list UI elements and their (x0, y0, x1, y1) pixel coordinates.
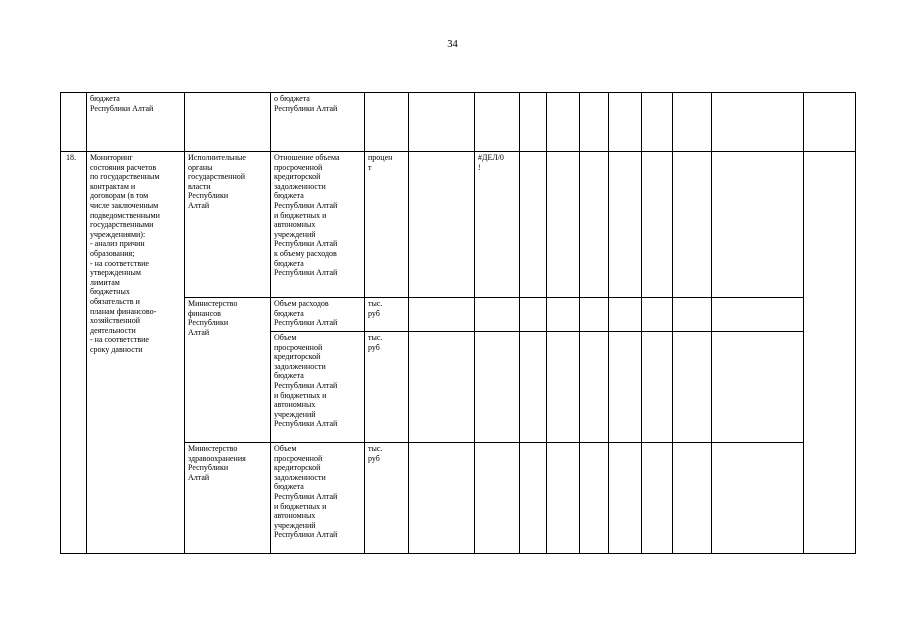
cell-number (61, 93, 87, 152)
document-table-wrapper (60, 92, 856, 554)
item-executor: Министерство здравоохранения Республики Алтай (185, 443, 271, 554)
cell-value (712, 443, 804, 554)
cell-value-formula: #ДЕЛ/0 ! (475, 152, 520, 298)
cell-value (409, 298, 475, 332)
cell-value (580, 443, 609, 554)
cell-value (609, 298, 642, 332)
cell-value (673, 152, 712, 298)
cell-description: бюджета Республики Алтай (87, 93, 185, 152)
item-unit: тыс. руб (365, 298, 409, 332)
cell-value (520, 93, 547, 152)
item-description: Мониторинг состояния расчетов по государственным контрактам и договорам (в том числе заключенным подведомственными государственными учреждениями): - анализ причин образования; - на соответствие утвержденным лимитам бюджетных обязательств и планам финансово- хозяйственной деятельности - на соответствие сроку давности (87, 152, 185, 554)
cell-value (409, 332, 475, 443)
cell-value (520, 152, 547, 298)
cell-value (609, 443, 642, 554)
cell-value (547, 443, 580, 554)
cell-value (547, 298, 580, 332)
cell-value (409, 152, 475, 298)
item-indicator: Отношение объема просроченной кредиторской задолженности бюджета Республики Алтай и бюджетных и автономных учреждений Республики Алтай к объему расходов бюджета Республики Алтай (271, 152, 365, 298)
cell-value (580, 152, 609, 298)
cell-value (712, 152, 804, 298)
cell-value (520, 443, 547, 554)
cell-value (409, 93, 475, 152)
cell-value (547, 332, 580, 443)
cell-value (475, 298, 520, 332)
item-unit: тыс. руб (365, 443, 409, 554)
cell-value (712, 298, 804, 332)
table-row (61, 152, 856, 298)
cell-value (673, 298, 712, 332)
cell-value (804, 93, 856, 152)
cell-notes (804, 152, 856, 554)
item-indicator: Объем расходов бюджета Республики Алтай (271, 298, 365, 332)
cell-value (475, 332, 520, 443)
measures-table (60, 92, 856, 554)
cell-value (609, 93, 642, 152)
cell-value (673, 93, 712, 152)
cell-value (520, 298, 547, 332)
item-executor: Исполнительные органы государственной власти Республики Алтай (185, 152, 271, 298)
cell-indicator: о бюджета Республики Алтай (271, 93, 365, 152)
cell-value (642, 298, 673, 332)
cell-value (642, 332, 673, 443)
cell-value (547, 93, 580, 152)
item-unit: процен т (365, 152, 409, 298)
cell-value (580, 298, 609, 332)
cell-value (673, 332, 712, 443)
item-indicator: Объем просроченной кредиторской задолженности бюджета Республики Алтай и бюджетных и автономных учреждений Республики Алтай (271, 332, 365, 443)
cell-value (712, 93, 804, 152)
cell-value (609, 332, 642, 443)
cell-value (642, 93, 673, 152)
cell-unit (365, 93, 409, 152)
cell-value (580, 93, 609, 152)
cell-value (409, 443, 475, 554)
page-number: 34 (447, 39, 458, 50)
item-executor: Министерство финансов Республики Алтай (185, 298, 271, 443)
cell-value (673, 443, 712, 554)
cell-value (475, 93, 520, 152)
cell-value (475, 443, 520, 554)
item-unit: тыс. руб (365, 332, 409, 443)
cell-value (520, 332, 547, 443)
cell-value (609, 152, 642, 298)
item-number: 18. (61, 152, 87, 554)
cell-value (712, 332, 804, 443)
item-indicator: Объем просроченной кредиторской задолженности бюджета Республики Алтай и бюджетных и автономных учреждений Республики Алтай (271, 443, 365, 554)
cell-executor (185, 93, 271, 152)
cell-value (547, 152, 580, 298)
cell-value (642, 443, 673, 554)
cell-value (580, 332, 609, 443)
table-row-continued (61, 93, 856, 152)
cell-value (642, 152, 673, 298)
